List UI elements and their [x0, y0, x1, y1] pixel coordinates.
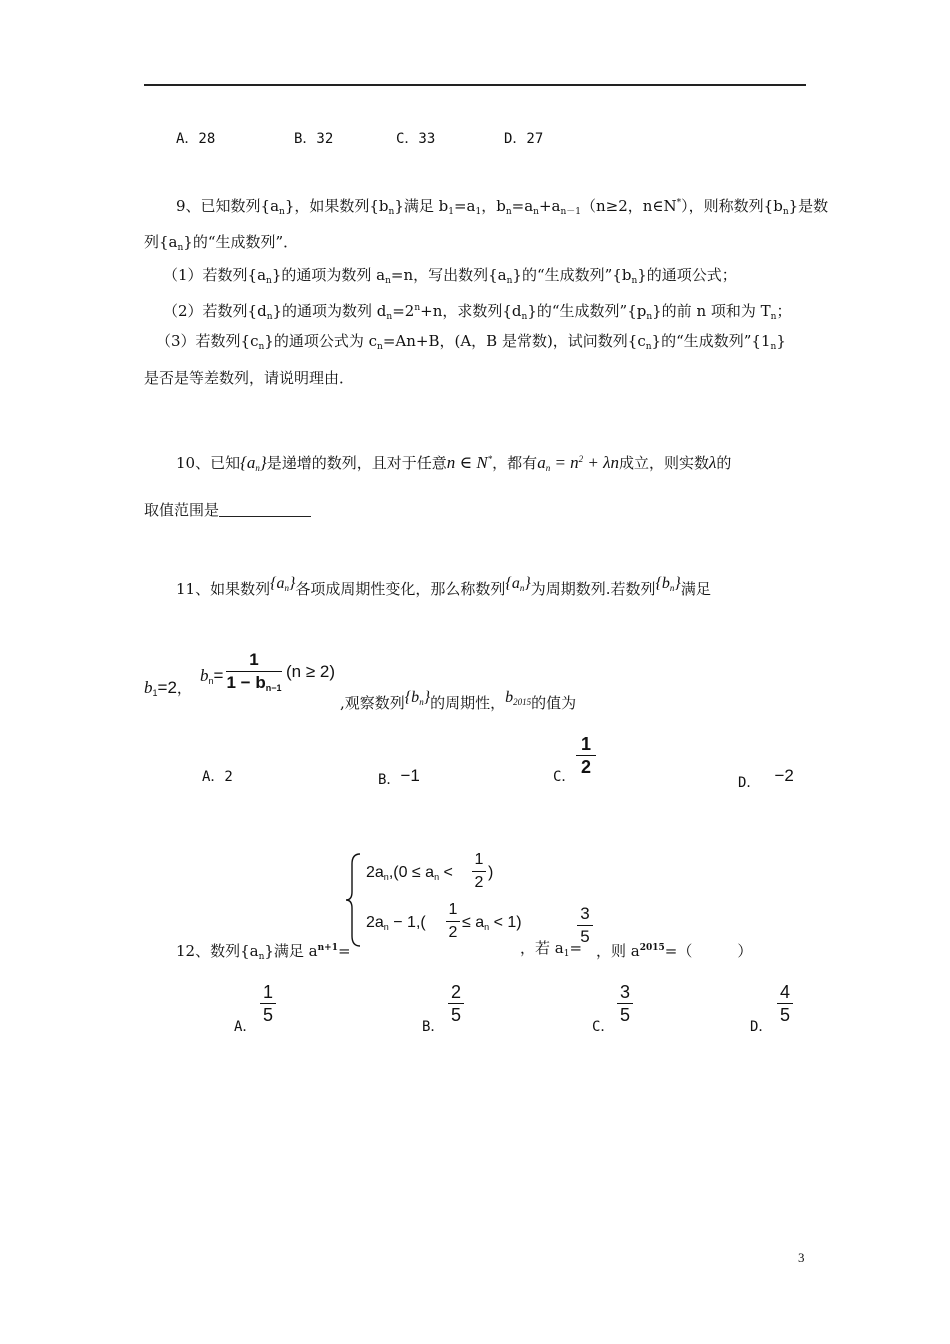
q12-option-a-fraction: 1 5	[260, 982, 276, 1025]
q12-case-2-tail: ≤ $a_n < 1$)	[462, 914, 522, 932]
q12-stem-end: ，则 $a^{2015}=$（ ）	[596, 942, 753, 960]
q12-option-a-label: A．	[234, 1019, 257, 1035]
q12-option-c-label: C．	[592, 1019, 615, 1035]
q12-case-1: $2a_n,(0 \le a_n$ <	[366, 864, 453, 882]
q12-case-2-fraction: 1 2	[446, 900, 460, 943]
q12-option-c-fraction: 3 5	[617, 982, 633, 1025]
q12-option-b-fraction: 2 5	[448, 982, 464, 1025]
q9-part-2: （2）若数列$\{d_n\}$的通项为数列 $d_n=2^n+n$，求数列$\{d_n\}$的“生成数列$”\{p_n\}$的前 n 项和为 $T_n$；	[163, 302, 792, 322]
q11-bn: $b_n=$	[200, 666, 224, 686]
q11-line-2: ,观察数列$\{b_n\}$的周期性，$b_{2015}$的值为	[340, 689, 577, 712]
q8-option-d: D．27	[504, 131, 544, 147]
q9-line-2: 列$\{a_n\}$的“生成数列”．	[144, 233, 299, 253]
q12-stem-start: 12、数列$\{a_n\}$满足 $a^{n+1}=$	[176, 942, 351, 962]
q9-part-1: （1）若数列$\{a_n\}$的通项为数列 $a_n=n$，写出数列$\{a_n\}$的“生成数列$”\{b_n\}$的通项公式；	[163, 266, 737, 286]
q11-option-c-fraction: 1 2	[576, 734, 596, 777]
q11-recurrence-fraction: 1 $1 - b_{n-1}$	[226, 650, 282, 694]
q8-option-c: C．33	[396, 131, 436, 147]
q11-b1: $b_1=2$，	[144, 678, 192, 698]
q11-option-b: B．−1	[378, 766, 420, 788]
q12-a1-fraction: 3 5	[577, 904, 593, 947]
answer-blank[interactable]	[219, 502, 311, 517]
q9-part-3-line-2: 是否是等差数列，请说明理由．	[144, 369, 355, 387]
q9-line-1: 9、已知数列$\{a_n\}$，如果数列$\{b_n\}$满足 $b_1=a_1$，$b_n=a_n+a_{n-1}(n\ge 2$，n∈N*），则称数列$\{b_n\}$是数	[176, 197, 829, 217]
q8-option-b: B．32	[294, 131, 334, 147]
q10-line-2: 取值范围是	[144, 500, 311, 520]
q12-option-d-label: D．	[750, 1019, 773, 1035]
q12-option-d-fraction: 4 5	[777, 982, 793, 1025]
piecewise-brace-icon	[344, 852, 364, 948]
q11-option-d: D． −2	[738, 766, 794, 791]
header-rule	[144, 84, 806, 86]
q12-stem-mid: ，若 $a_1=$	[520, 939, 583, 959]
q11-line-1: 11、如果数列$\{a_n\}$各项成周期性变化，那么称数列$\{a_n\}$为周期数列.若数列$\{b_n\}$满足	[176, 575, 711, 598]
q11-condition: (n ≥ 2)	[286, 662, 336, 681]
q12-case-1-fraction: 1 2	[472, 850, 486, 893]
q12-case-1-close: )	[488, 864, 494, 881]
page-number: 3	[798, 1250, 805, 1265]
q8-option-a: A．28	[176, 131, 216, 147]
q12-option-b-label: B．	[422, 1019, 445, 1035]
q12-case-2: $2a_n - 1$,(	[366, 914, 426, 932]
q9-part-3: （3）若数列$\{c_n\}$的通项公式为 $c_n=An+B$，(A，B 是常数)，试问数列$\{c_n\}$的“生成数列$”\{1_n\}$	[156, 332, 786, 352]
q10-line-1: 10、已知$\{a_n\}$是递增的数列，且对于任意n ∈ N*，都有$a_n = n^2 + \lambda n$成立，则实数λ的	[176, 453, 732, 473]
q11-option-c-label: C．	[553, 769, 576, 785]
q11-option-a: A．2	[202, 769, 233, 785]
